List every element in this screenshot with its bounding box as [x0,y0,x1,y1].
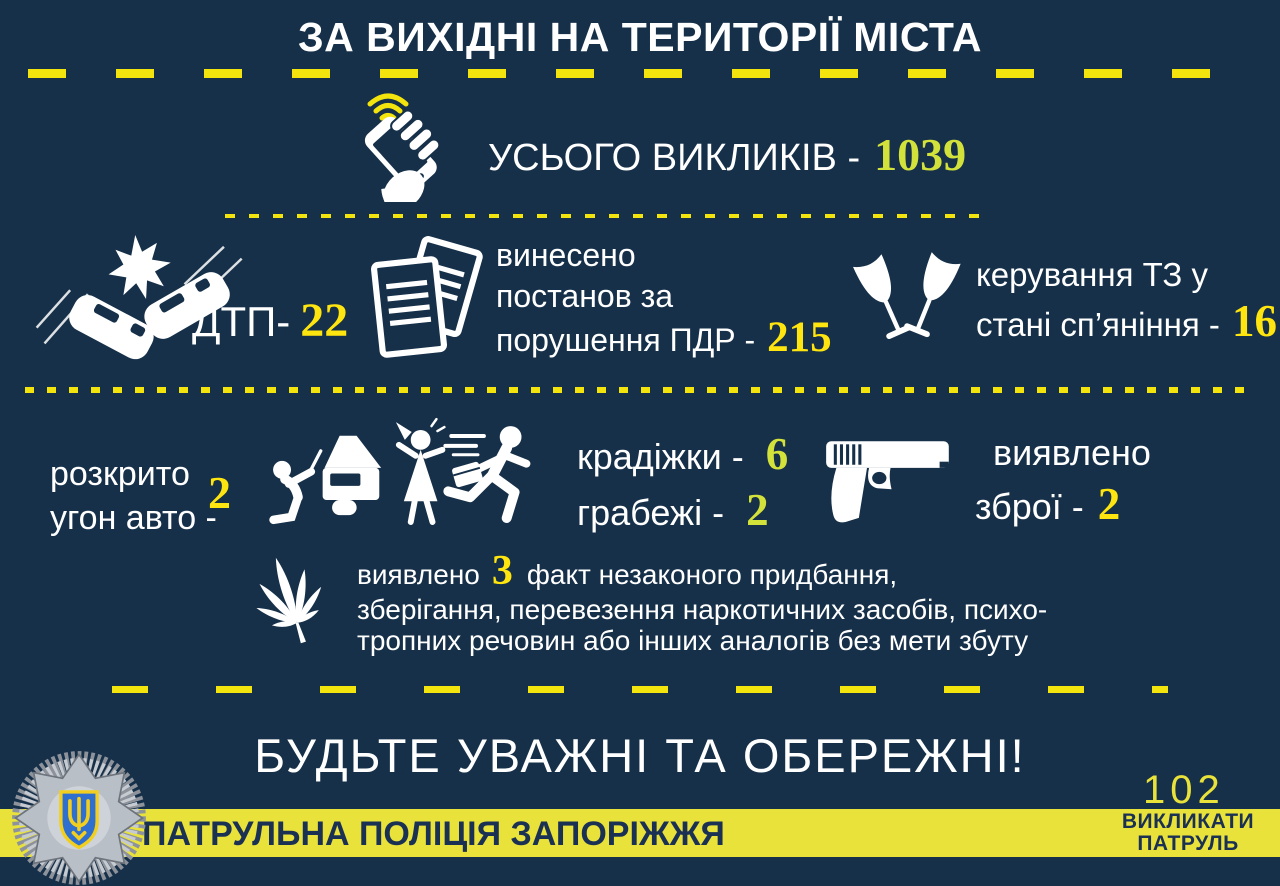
banner-title: ПАТРУЛЬНА ПОЛІЦІЯ ЗАПОРІЖЖЯ [142,815,725,853]
warning-text: БУДЬТЕ УВАЖНІ ТА ОБЕРЕЖНІ! [254,729,1026,782]
cannabis-icon [243,550,351,664]
total-calls-value: 1039 [874,129,967,180]
robberies-value: 2 [746,485,769,535]
robberies-line [577,484,769,536]
car-theft-text [50,452,217,540]
resolutions-value: 215 [767,314,832,361]
emergency-number: 102 [1143,768,1225,812]
resolutions-line3: порушення ПДР - [496,322,756,358]
dashed-divider-middle [25,387,1255,393]
weapons-label: зброї - [975,486,1084,527]
car-theft-value: 2 [208,467,231,518]
dashed-divider-fine [225,214,985,218]
thefts-value: 6 [765,429,789,479]
drugs-text [357,548,1097,656]
drugs-line2: зберігання, перевезення наркотичних засобів, психо- [357,594,1048,625]
drunk-driving-line1: керування ТЗ у [976,256,1209,293]
drugs-prefix: виявлено [357,559,480,590]
call-patrol-line2: ПАТРУЛЬ [1137,832,1239,855]
resolutions-text [496,235,832,361]
drunk-driving-value: 16 [1231,296,1277,346]
phone-call-icon [342,84,460,202]
call-patrol-line1: ВИКЛИКАТИ [1121,810,1255,833]
call-patrol-text [1118,811,1258,855]
weapons-value: 2 [1097,479,1121,529]
documents-icon [366,230,484,370]
car-theft-line1: розкрито [50,455,190,493]
total-calls-line [488,128,966,181]
robberies-label: грабежі - [577,492,725,533]
dashed-divider-top [28,69,1252,78]
car-theft-line2: угон авто - [50,499,217,537]
drugs-line3: тропних речовин або інших аналогів без мети збуту [357,625,1029,656]
gun-icon [820,424,958,528]
car-thief-icon [266,424,384,542]
drunk-driving-line2: стані сп’яніння - [976,306,1220,343]
thefts-label: крадіжки - [577,436,744,477]
dtp-label: ДТП- [192,298,291,345]
total-calls-label: УСЬОГО ВИКЛИКІВ - [488,137,861,179]
dtp-line [192,293,348,348]
resolutions-line2: постанов за [496,278,674,314]
drunk-driving-text [976,252,1277,348]
weapons-line2 [975,478,1120,530]
police-badge-icon [10,750,148,886]
dashed-divider-bottom [112,686,1168,693]
thefts-line [577,428,788,480]
resolutions-line1: винесено [496,237,636,273]
purse-snatch-icon [388,406,566,548]
dtp-value: 22 [300,294,349,347]
page-title: ЗА ВИХІДНІ НА ТЕРИТОРІЇ МІСТА [298,14,982,60]
wine-glasses-icon [852,245,964,370]
drugs-value: 3 [491,548,513,594]
drugs-line1-rest: факт незаконого придбання, [526,559,898,590]
weapons-line1: виявлено [993,432,1151,473]
